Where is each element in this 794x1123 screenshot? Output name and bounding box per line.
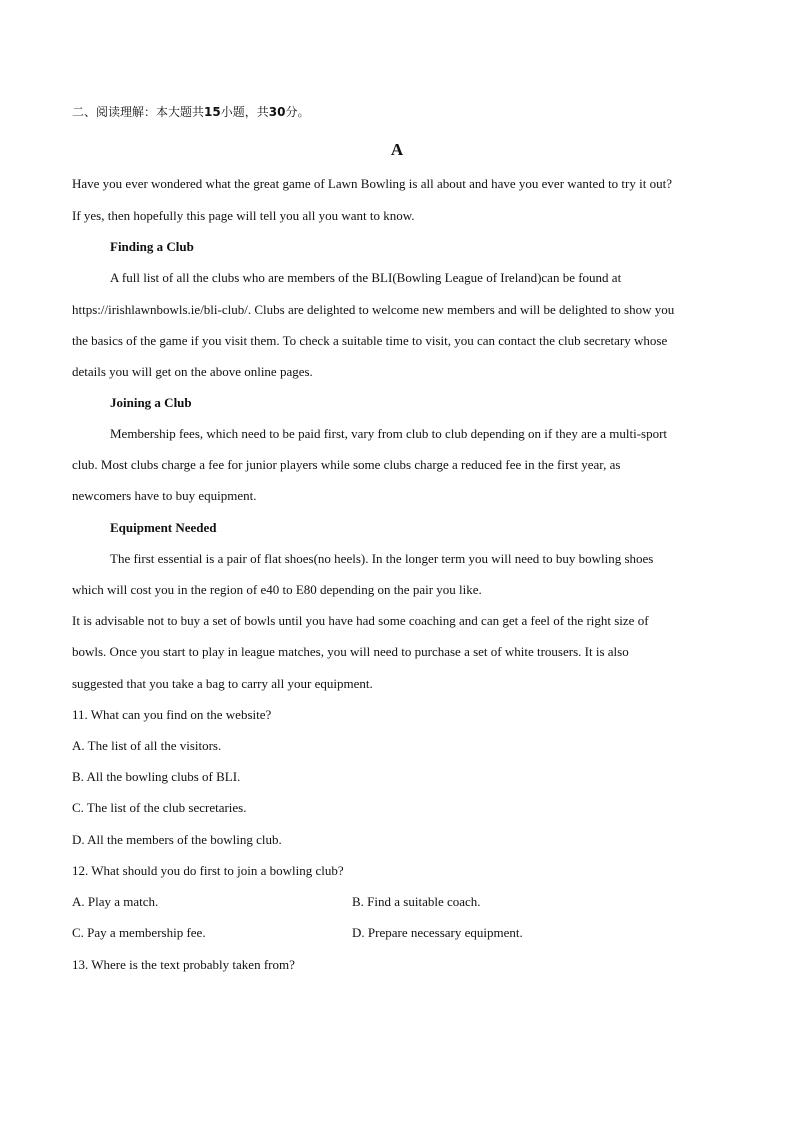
question-11-option-d: D. All the members of the bowling club. <box>72 832 282 847</box>
section-points: 30 <box>268 105 286 119</box>
intro-line-2: If yes, then hopefully this page will tell you all you want to know. <box>72 208 415 223</box>
passage-title: A <box>390 140 404 159</box>
section-suffix: 分。 <box>285 105 310 119</box>
equipment-line-5: suggested that you take a bag to carry all your equipment. <box>72 676 373 691</box>
joining-line-2: club. Most clubs charge a fee for junior players while some clubs charge a reduced fee in the first year, as <box>72 457 621 472</box>
finding-line-3: the basics of the game if you visit them. To check a suitable time to visit, you can contact the club secretary whose <box>72 333 668 348</box>
question-11-option-a: A. The list of all the visitors. <box>72 738 222 753</box>
finding-line-2: https://irishlawnbowls.ie/bli-club/. Clubs are delighted to welcome new members and will be delighted to show you <box>72 302 675 317</box>
section-heading <box>72 104 309 120</box>
finding-line-4: details you will get on the above online pages. <box>72 364 313 379</box>
section-question-count: 15 <box>204 105 221 119</box>
question-11-option-c: C. The list of the club secretaries. <box>72 800 247 815</box>
section-prefix: 二、阅读理解：本大题共 <box>72 105 205 119</box>
question-12-option-b: B. Find a suitable coach. <box>352 894 481 909</box>
question-12-stem: 12. What should you do first to join a bowling club? <box>72 863 344 878</box>
heading-finding-a-club: Finding a Club <box>110 239 194 254</box>
equipment-line-3: It is advisable not to buy a set of bowls until you have had some coaching and can get a feel of the right size of <box>72 613 649 628</box>
heading-joining-a-club: Joining a Club <box>110 395 192 410</box>
equipment-line-4: bowls. Once you start to play in league matches, you will need to purchase a set of white trousers. It is also <box>72 644 629 659</box>
joining-line-3: newcomers have to buy equipment. <box>72 488 257 503</box>
section-middle: 小题，共 <box>220 105 269 119</box>
question-13-stem: 13. Where is the text probably taken from? <box>72 957 295 972</box>
question-11-stem: 11. What can you find on the website? <box>72 707 272 722</box>
joining-line-1: Membership fees, which need to be paid first, vary from club to club depending on if they are a multi-sport <box>110 426 668 441</box>
question-11-option-b: B. All the bowling clubs of BLI. <box>72 769 241 784</box>
question-12-option-a: A. Play a match. <box>72 894 159 909</box>
intro-line-1: Have you ever wondered what the great game of Lawn Bowling is all about and have you ever wanted to try it out? <box>72 176 672 191</box>
finding-line-1: A full list of all the clubs who are members of the BLI(Bowling League of Ireland)can be found at <box>110 270 622 285</box>
question-12-option-d: D. Prepare necessary equipment. <box>352 925 523 940</box>
heading-equipment-needed: Equipment Needed <box>110 520 217 535</box>
equipment-line-1: The first essential is a pair of flat shoes(no heels). In the longer term you will need to buy bowling shoes <box>110 551 654 566</box>
equipment-line-2: which will cost you in the region of e40 to E80 depending on the pair you like. <box>72 582 482 597</box>
question-12-option-c: C. Pay a membership fee. <box>72 925 206 940</box>
